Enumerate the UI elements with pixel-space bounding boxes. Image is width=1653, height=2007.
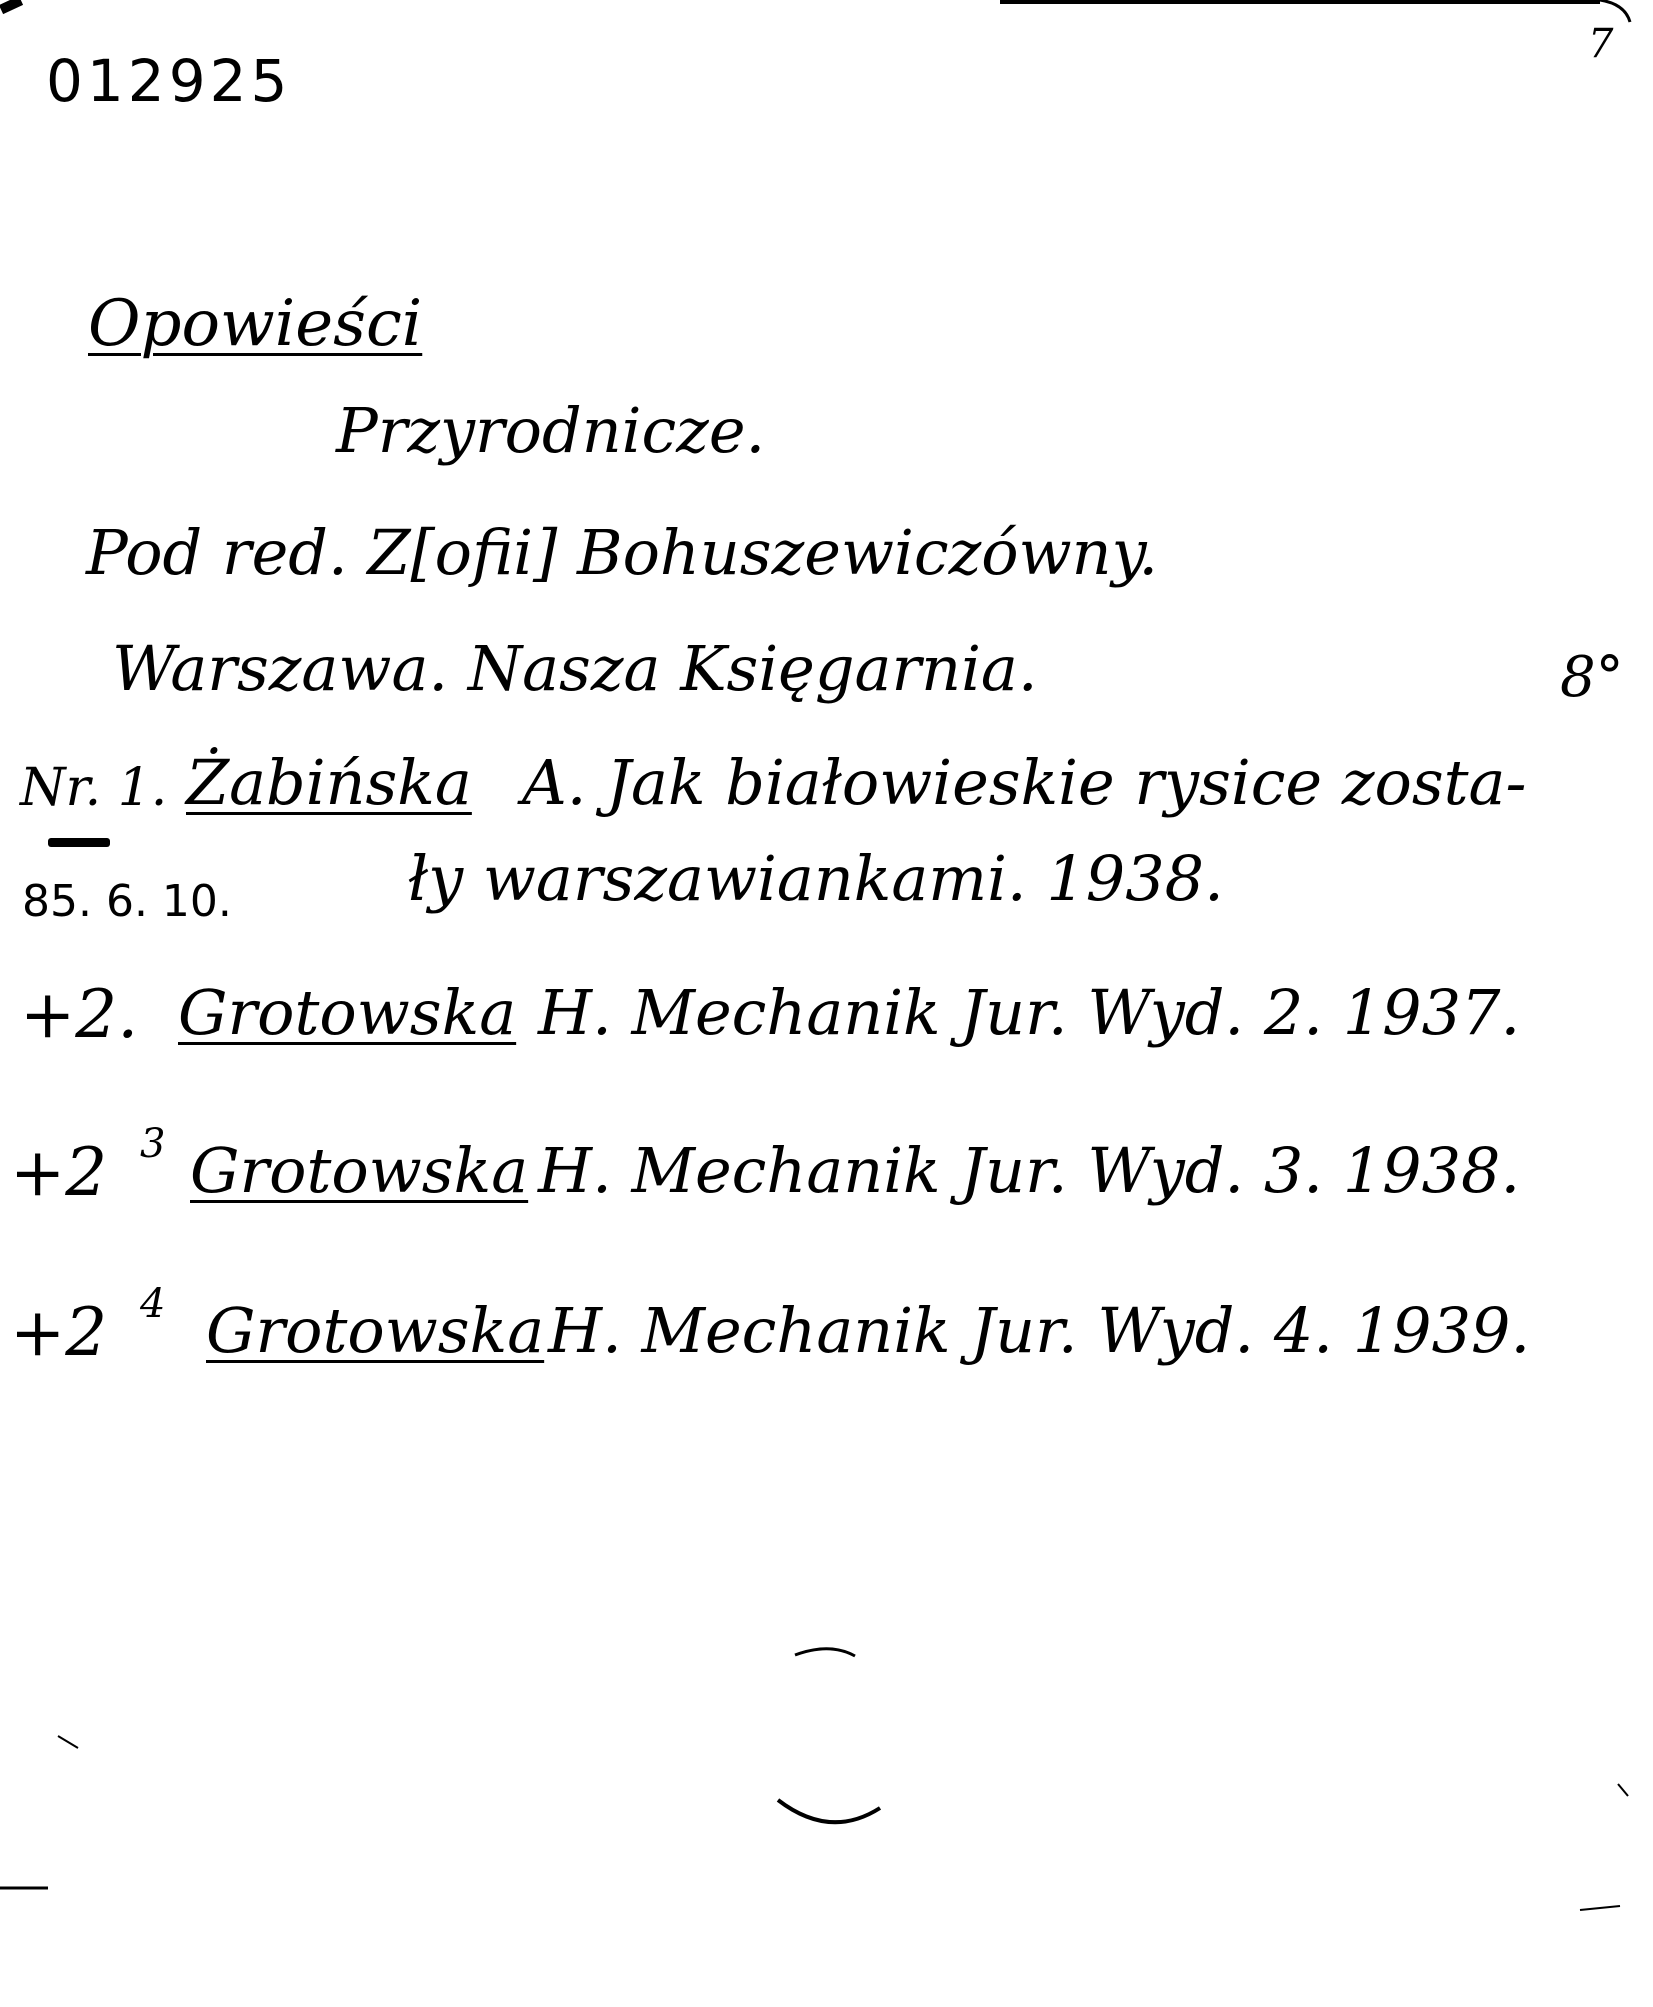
entry-author: Grotowska <box>178 976 517 1049</box>
format-mark: 8° <box>1560 645 1624 710</box>
entry-number: +2 <box>10 1294 108 1371</box>
entry-bar <box>48 838 110 847</box>
imprint-line: Warszawa. Nasza Księgarnia. <box>112 632 1038 705</box>
entry-text-continued: ły warszawiankami. 1938. <box>408 842 1224 915</box>
entry-superscript: 3 <box>140 1121 166 1167</box>
entry-number: +2. <box>20 976 139 1053</box>
entry-text: A. Jak białowieskie rysice zosta- <box>522 746 1527 819</box>
subtitle: Przyrodnicze. <box>336 394 766 467</box>
corner-smudge <box>0 0 23 14</box>
entry-number: Nr. 1. <box>20 758 168 818</box>
entry-text: H. Mechanik Jur. Wyd. 2. 1937. <box>538 976 1521 1049</box>
title: Opowieści <box>88 287 423 361</box>
entry-author: Żabińska <box>186 746 472 819</box>
entry-date: 85. 6. 10. <box>22 876 232 927</box>
entry-author: Grotowska <box>190 1134 529 1207</box>
entry-text: H. Mechanik Jur. Wyd. 4. 1939. <box>548 1294 1531 1367</box>
entry-superscript: 4 <box>140 1281 166 1327</box>
corner-mark: 7 <box>1588 21 1614 67</box>
editor-line: Pod red. Z[ofii] Bohuszewiczówny. <box>86 516 1159 589</box>
entry-number: +2 <box>10 1134 108 1211</box>
entry-author: Grotowska <box>206 1294 545 1367</box>
top-edge-line <box>1000 0 1600 4</box>
card-number: 012925 <box>46 47 292 115</box>
entry-text: H. Mechanik Jur. Wyd. 3. 1938. <box>538 1134 1521 1207</box>
